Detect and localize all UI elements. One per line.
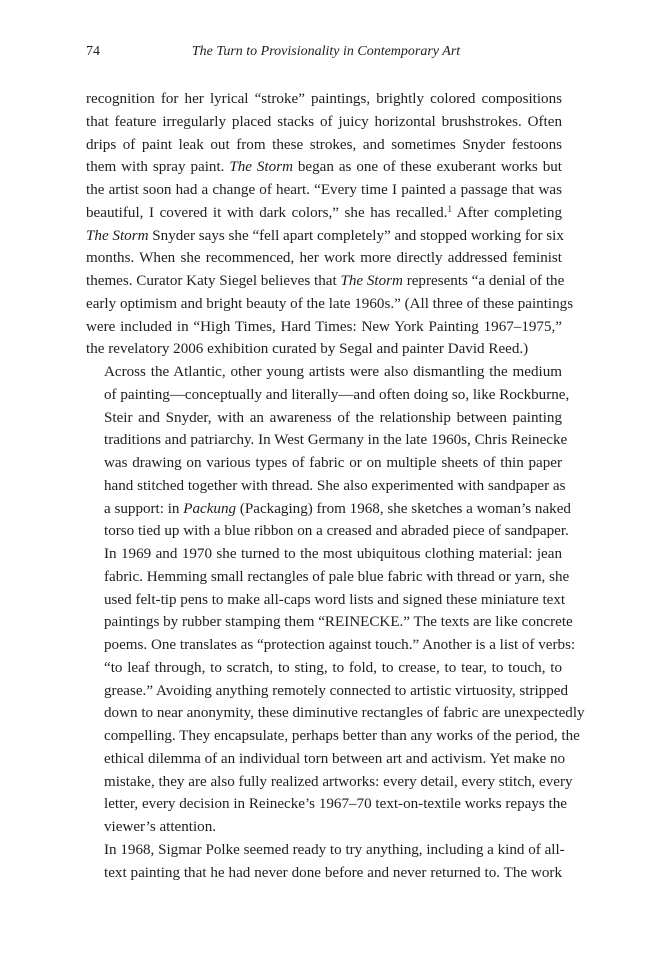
paragraph-3: [86, 839, 565, 885]
text-line: paintings by rubber stamping them “REINECKE.” The texts are like concrete: [104, 614, 573, 631]
text-line: down to near anonymity, these diminutive rectangles of fabric are unexpectedly: [104, 705, 585, 722]
text-line: traditions and patriarchy. In West Germany in the late 1960s, Chris Reinecke: [104, 432, 568, 449]
text-line: letter, every decision in Reinecke’s 1967–70 text-on-textile works repays the: [104, 796, 567, 813]
text-line: ethical dilemma of an individual torn between art and activism. Yet make no: [104, 750, 566, 767]
text-line: months. When she recommenced, her work more directly addressed feminist: [86, 250, 562, 267]
body-text: [86, 88, 585, 884]
paragraph-1: [86, 88, 574, 361]
text-line: beautiful, I covered it with dark colors,” she has recalled.$^1$ After completing: [86, 203, 562, 221]
text-line: recognition for her lyrical “stroke” paintings, brightly colored compositions: [86, 91, 562, 107]
text-line: grease.” Avoiding anything remotely connected to artistic virtuosity, stripped: [104, 682, 569, 699]
text-line: early optimism and bright beauty of the late 1960s.” (All three of these paintings: [86, 295, 574, 312]
text-line: hand stitched together with thread. She also experimented with sandpaper as: [104, 477, 566, 494]
text-line: mistake, they are also fully realized artworks: every detail, every stitch, every: [104, 773, 573, 790]
page-number: 74: [86, 44, 100, 59]
text-line: Across the Atlantic, other young artists were also dismantling the medium: [104, 364, 562, 380]
text-line: fabric. Hemming small rectangles of pale blue fabric with thread or yarn, she: [104, 568, 570, 585]
text-line: the revelatory 2006 exhibition curated by Segal and painter David Reed.): [86, 341, 529, 358]
running-header: [86, 44, 566, 64]
running-title: The Turn to Provisionality in Contemporary Art: [191, 44, 461, 59]
text-line: the artist soon had a change of heart. “Every time I painted a passage that was: [86, 182, 562, 198]
text-line: compelling. They encapsulate, perhaps better than any works of the period, the: [104, 728, 580, 744]
text-line: were included in “High Times, Hard Times: New York Painting 1967–1975,”: [86, 318, 562, 335]
text-line: viewer’s attention.: [104, 819, 217, 835]
text-line: In 1968, Sigmar Polke seemed ready to try anything, including a kind of all-: [104, 841, 565, 858]
text-line: “to leaf through, to scratch, to sting, to fold, to crease, to tear, to touch, to: [104, 659, 562, 676]
text-line: Steir and Snyder, with an awareness of the relationship between painting: [104, 409, 562, 426]
text-line: The Storm Snyder says she “fell apart completely” and stopped working for six: [86, 227, 564, 244]
text-line: text painting that he had never done before and never returned to. The work: [104, 864, 562, 881]
text-line: that feature irregularly placed stacks of juicy horizontal brushstrokes. Often: [86, 113, 562, 130]
text-line: used felt-tip pens to make all-caps word lists and signed these miniature text: [104, 591, 566, 608]
text-line: In 1969 and 1970 she turned to the most ubiquitous clothing material: jean: [104, 546, 562, 562]
text-line: a support: in Packung (Packaging) from 1968, she sketches a woman’s naked: [104, 500, 571, 517]
paragraph-2: [86, 361, 585, 839]
text-line: torso tied up with a blue ribbon on a creased and abraded piece of sandpaper.: [104, 523, 569, 540]
text-line: them with spray paint. The Storm began as one of these exuberant works but: [86, 159, 562, 176]
text-line: poems. One translates as “protection against touch.” Another is a list of verbs:: [104, 637, 576, 653]
text-line: drips of paint leak out from these strokes, and sometimes Snyder festoons: [86, 136, 562, 153]
text-line: of painting—conceptually and literally—and often doing so, like Rockburne,: [104, 386, 570, 403]
text-line: was drawing on various types of fabric or on multiple sheets of thin paper: [104, 455, 562, 471]
text-line: themes. Curator Katy Siegel believes that The Storm represents “a denial of the: [86, 273, 565, 289]
